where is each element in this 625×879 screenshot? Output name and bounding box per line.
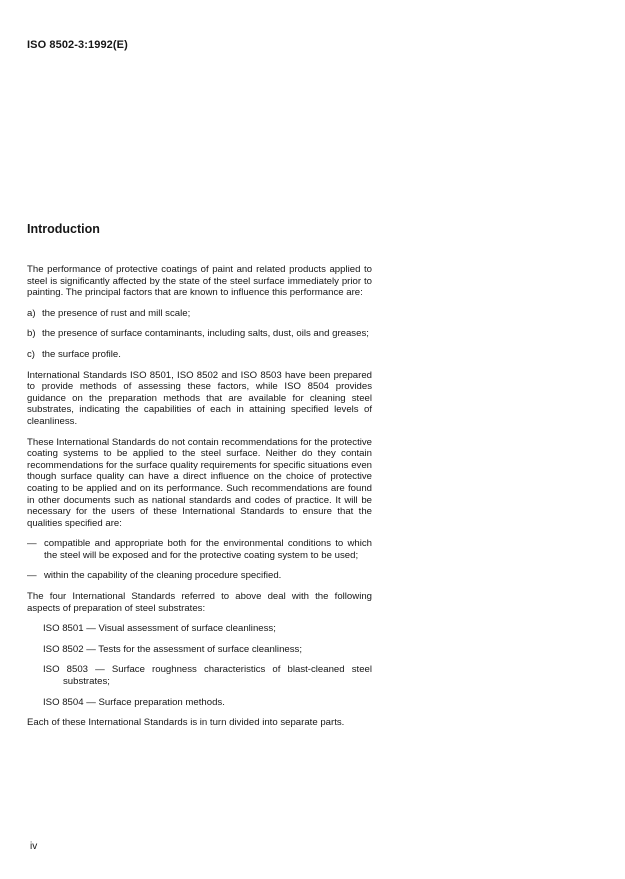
factor-item [27, 328, 372, 340]
standard-description: — Tests for the assessment of surface cleanliness; [86, 643, 302, 655]
factor-text: the presence of surface contaminants, including salts, dust, oils and greases; [42, 328, 369, 340]
requirement-text: compatible and appropriate both for the environmental conditions to which the steel will be exposed and for the protective coating system to be used; [44, 538, 372, 561]
document-id-header: ISO 8502-3:1992(E) [27, 39, 128, 51]
body-text [27, 264, 372, 738]
standard-item [27, 644, 372, 656]
standard-code: ISO 8502 [43, 643, 84, 655]
standard-item [27, 664, 372, 687]
recommendations-paragraph: These International Standards do not contain recommendations for the protective coating systems to be applied to the steel surface. Neither do they contain recommendations for the surface quality requirements for specific situations even though surface quality can have a direct influence on the choice of protective coating to be applied and on its performance. Such recommendations are found in other documents such as national standards and codes of practice. It will be necessary for the users of these International Standards to ensure that the qualities specified are: [27, 436, 372, 529]
list-marker: b) [27, 328, 36, 340]
dash-marker: — [27, 538, 37, 550]
factor-item [27, 308, 372, 320]
aspects-paragraph: The four International Standards referred to above deal with the following aspects of preparation of steel substrates: [27, 591, 372, 614]
intro-paragraph: The performance of protective coatings of paint and related products applied to steel is significantly affected by the state of the steel surface immediately prior to painting. The principal factors that are known to influence this performance are: [27, 264, 372, 299]
page-number: iv [30, 841, 38, 852]
standard-description: — Surface roughness characteristics of blast-cleaned steel substrates; [63, 664, 372, 688]
standard-description: — Visual assessment of surface cleanliness; [86, 623, 276, 635]
standard-description: — Surface preparation methods. [86, 696, 225, 708]
standard-code: ISO 8503 [43, 664, 88, 676]
factor-text: the presence of rust and mill scale; [42, 307, 191, 319]
standards-paragraph: International Standards ISO 8501, ISO 8502 and ISO 8503 have been prepared to provide methods of assessing these factors, while ISO 8504 provides guidance on the preparation methods that are available for cleaning steel substrates, indicating the capabilities of each in attaining specified levels of cleanliness. [27, 369, 372, 427]
requirement-item [27, 538, 372, 561]
list-marker: c) [27, 348, 35, 360]
section-heading: Introduction [27, 222, 100, 236]
requirement-item [27, 570, 372, 582]
closing-paragraph: Each of these International Standards is in turn divided into separate parts. [27, 717, 345, 729]
standard-item [27, 623, 372, 635]
factor-item [27, 349, 372, 361]
standard-code: ISO 8501 [43, 623, 84, 635]
factor-text: the surface profile. [42, 348, 121, 360]
list-marker: a) [27, 307, 36, 319]
standard-code: ISO 8504 [43, 696, 84, 708]
dash-marker: — [27, 570, 37, 582]
requirement-text: within the capability of the cleaning procedure specified. [44, 570, 282, 582]
standard-item [27, 697, 372, 709]
